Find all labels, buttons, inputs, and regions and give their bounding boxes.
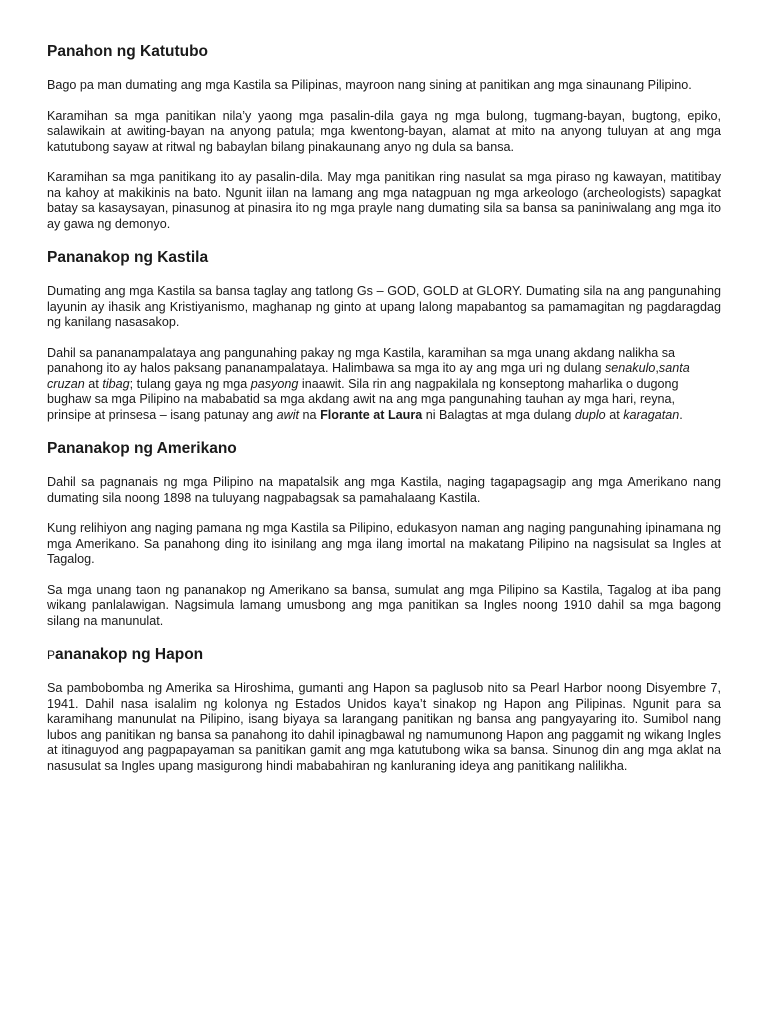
text-run: . <box>679 407 683 422</box>
heading-pananakop-ng-kastila: Pananakop ng Kastila <box>47 249 209 266</box>
text-run: na <box>299 407 321 422</box>
paragraph: Karamihan sa mga panitikan nila’y yaong mga pasalin-dila gaya ng mga bulong, tugmang-bayan, bugtong, epiko, salawikain at awiting-bayan na anyong patula; mga kwentong-bayan, alamat at mito na anyong tuluyan at ang mga katutubong sayaw at ritwal ng babaylan bilang pinakaunang anyo ng dula sa bansa. <box>47 108 721 154</box>
paragraph: Karamihan sa mga panitikang ito ay pasalin-dila. May mga panitikan ring nasulat sa mga piraso ng kawayan, matitibay na kahoy at makikinis na bato. Ngunit iilan na lamang ang mga natagpuan ng mga arkeologo (archeologists) sapagkat batay sa kasaysayan, pinasunog at pinasira ito ng mga prayle nang dumating sila sa bansa sa paniniwalang ang mga ito ay gawa ng demonyo. <box>47 170 721 231</box>
paragraph: Bago pa man dumating ang mga Kastila sa Pilipinas, mayroon nang sining at panitikan ang mga sinaunang Pilipino. <box>47 78 692 92</box>
paragraph: Kung relihiyon ang naging pamana ng mga Kastila sa Pilipino, edukasyon naman ang naging pangunahing ipinamana ng mga Amerikano. Sa panahong ding ito isinilang ang mga ilang imortal na makatang Pilipino na nagsisulat sa Ingles at Tagalog. <box>47 521 721 566</box>
bold-title: Florante at Laura <box>320 407 423 422</box>
text-run: Dahil sa pananampalataya ang pangunahing pakay ng mga Kastila, karamihan sa mga unang akdang nalikha sa panahong ito ay halos paksang pananampalataya. Halimbawa sa mga ito ay ang mga uri ng dulang <box>47 345 676 375</box>
paragraph: Sa mga unang taon ng pananakop ng Amerikano sa bansa, sumulat ang mga Pilipino sa Kastila, Tagalog at iba pang wikang panlalawigan. Nagsimula lamang umusbong ang mga panitikan sa Ingles noong 1910 dahil sa mga bagong silang na manunulat. <box>47 582 721 628</box>
italic-term: awit <box>276 407 300 422</box>
heading-panahon-ng-katutubo: Panahon ng Katutubo <box>47 43 209 60</box>
italic-term: karagatan <box>623 407 680 422</box>
heading-first-letter: P <box>47 648 56 662</box>
paragraph: Dahil sa pagnanais ng mga Pilipino na mapatalsik ang mga Kastila, naging tagapagsagip ang mga Amerikano nang dumating sila noong 1898 na tuluyang nagpabagsak sa pamahalaang Kastila. <box>47 475 721 505</box>
text-run: at <box>605 407 624 422</box>
heading-pananakop-ng-amerikano: Pananakop ng Amerikano <box>47 440 237 457</box>
italic-term: tibag <box>102 376 130 391</box>
text-run: at <box>84 376 103 391</box>
text-run: inaawit. Sila rin ang nagpakilala ng konseptong maharlika o dugong bughaw sa mga Pilipino na mababatid sa mga akdang awit na ang mga pangunahing tauhan ay mga hari, reyna, prinsipe at prinsesa – isang patunay ang <box>47 376 679 422</box>
italic-term: senakulo <box>605 361 656 375</box>
text-run: ; tulang gaya ng mga <box>129 376 251 391</box>
paragraph: Sa pambobomba ng Amerika sa Hiroshima, gumanti ang Hapon sa paglusob nito sa Pearl Harbor noong Disyembre 7, 1941. Dahil nasa isalalim ng kolonya ng Estados Unidos kaya’t sinakop ng Hapon ang Pilipinas. Ngunit para sa karamihang manunulat na Pilipino, isang biyaya sa larangang panitikan ng bansa ang pangyayaring ito. Sumibol nang lubos ang panitikan ng bansa sa panahong ito dahil ipinagbawal ng namumunong Hapon ang paggamit ng wikang Ingles at itinaguyod ang pagpapayaman sa panitikan gamit ang mga katutubong wika sa bansa. Sinunog din ang mga aklat na nasusulat sa Ingles upang masigurong hindi mababahiran ng kanluraning ideya ang panitikang nalilikha. <box>47 681 721 773</box>
italic-term: pasyong <box>250 376 299 391</box>
italic-term: santa cruzan <box>47 361 690 391</box>
heading-pananakop-ng-hapon <box>47 645 721 665</box>
heading-rest: ananakop ng Hapon <box>55 646 204 663</box>
paragraph-rich <box>47 346 721 424</box>
italic-term: duplo <box>574 407 606 422</box>
text-run: , <box>655 361 659 375</box>
paragraph: Dumating ang mga Kastila sa bansa taglay ang tatlong Gs – GOD, GOLD at GLORY. Dumating sila na ang pangunahing layunin ay ihasik ang Kristiyanismo, maghanap ng ginto at upang lalong mapabantog sa pamamagitan ng pagdaragdag ng kanilang nasasakop. <box>47 284 721 329</box>
text-run: ni Balagtas at mga dulang <box>422 407 575 422</box>
